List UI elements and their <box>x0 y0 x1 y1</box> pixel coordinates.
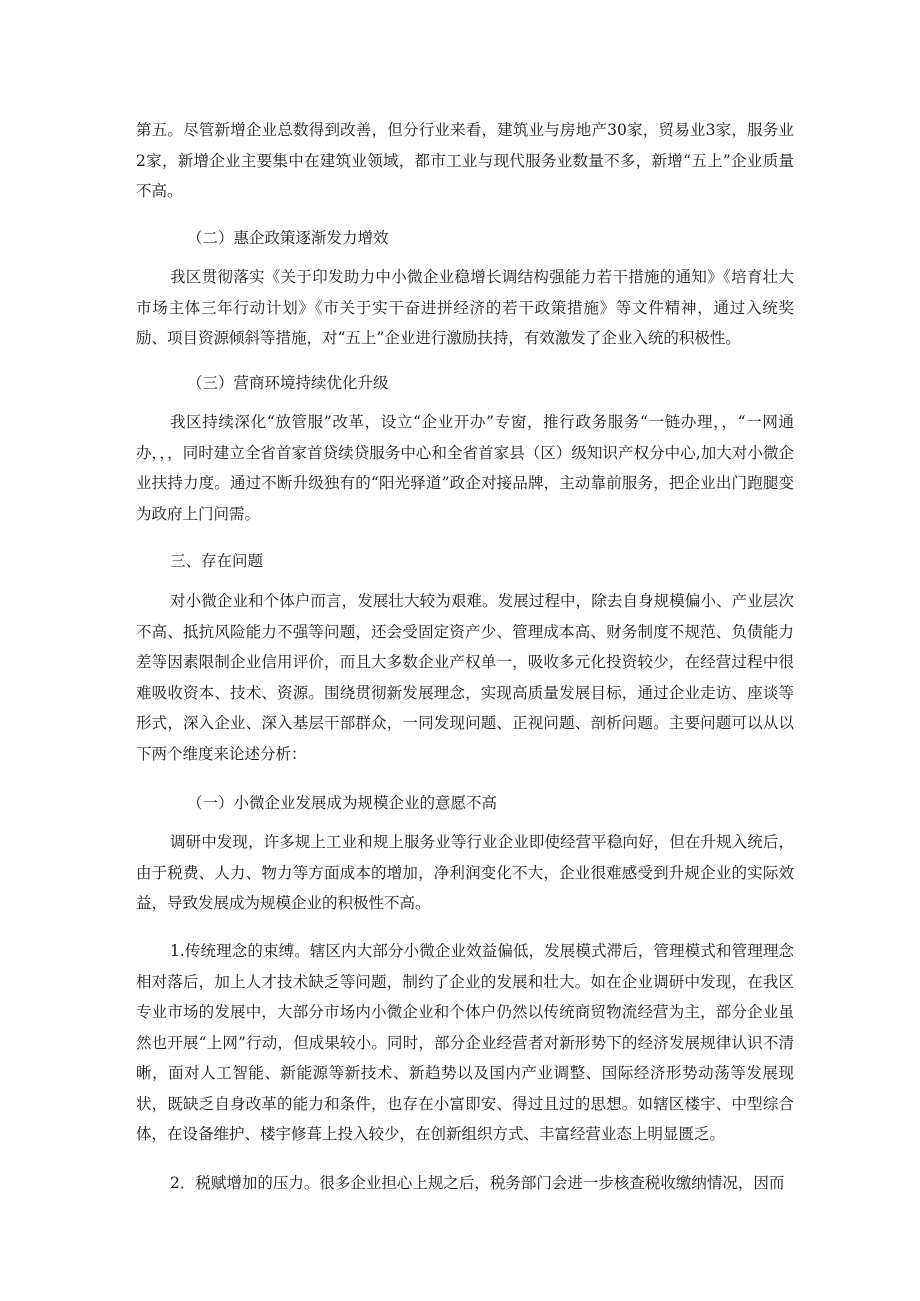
paragraph-survey-findings: 调研中发现，许多规上工业和规上服务业等行业企业即使经营平稳向好，但在升规入统后，由于税费、人力、物力等方面成本的增加，净利润变化不大，企业很难感受到升规企业的实际效益，导致发展成为规模企业的积极性不高。 <box>136 833 794 912</box>
paragraph-problem-overview: 对小微企业和个体户而言，发展壮大较为艰难。发展过程中，除去自身规模偏小、产业层次不高、抵抗风险能力不强等问题，还会受固定资产少、管理成本高、财务制度不规范、负债能力差等因素限制企业信用评价，而且大多数企业产权单一，吸收多元化投资较少，在经营过程中很难吸收资本、技术、资源。围绕贯彻新发展理念，实现高质量发展目标，通过企业走访、座谈等形式，深入企业、深入基层干部群众，一同发现问题、正视问题、剖析问题。主要问题可以从以下两个维度来论述分析： <box>136 592 794 763</box>
paragraph-business-environment-reform: 我区持续深化“放管服”改革，设立“企业开办”专窗，推行政务服务“一链办理，，“一网通办，，，同时建立全省首家首贷续贷服务中心和全省首家县（区）级知识产权分中心,加大对小微企业扶持力度。通过不断升级独有的“阳光驿道”政企对接品牌，主动靠前服务，把企业出门跑腿变为政府上门问需。 <box>136 413 794 523</box>
heading-existing-problems: 三、存在问题 <box>170 552 264 570</box>
paragraph-policy-implementation: 我区贯彻落实《关于印发助力中小微企业稳增长调结构强能力若干措施的通知》《培育壮大市场主体三年行动计划》《市关于实干奋进拼经济的若干政策措施》等文件精神，通过入统奖励、项目资源倾斜等措施，对“五上”企业进行激励扶持，有效激发了企业入统的积极性。 <box>136 268 794 347</box>
paragraph-traditional-mindset: 1.传统理念的束缚。辖区内大部分小微企业效益偏低，发展模式滞后，管理模式和管理理念相对落后，加上人才技术缺乏等问题，制约了企业的发展和壮大。如在企业调研中发现，在我区专业市场的发展中，大部分市场内小微企业和个体户仍然以传统商贸物流经营为主，部分企业虽然也开展“上网”行动，但成果较小。同时，部分企业经营者对新形势下的经济发展规律认识不清晰，面对人工智能、新能源等新技术、新趋势以及国内产业调整、国际经济形势动荡等发展现状，既缺乏自身改革的能力和条件，也存在小富即安、得过且过的思想。如辖区楼宇、中型综合体，在设备维护、楼宇修葺上投入较少，在创新组织方式、丰富经营业态上明显匮乏。 <box>136 942 794 1143</box>
paragraph-new-enterprises-by-industry: 第五。尽管新增企业总数得到改善，但分行业来看，建筑业与房地产30家，贸易业3家，服务业2家，新增企业主要集中在建筑业领域，都市工业与现代服务业数量不多，新增“五上”企业质量不高。 <box>136 121 794 200</box>
heading-low-willingness-to-scale: （一）小微企业发展成为规模企业的意愿不高 <box>187 794 498 812</box>
heading-business-environment: （三）营商环境持续优化升级 <box>187 374 389 392</box>
paragraph-tax-burden: 2．税赋增加的压力。很多企业担心上规之后，税务部门会进一步核查税收缴纳情况，因而 <box>170 1174 785 1192</box>
heading-policy-effects: （二）惠企政策逐渐发力增效 <box>187 229 389 247</box>
